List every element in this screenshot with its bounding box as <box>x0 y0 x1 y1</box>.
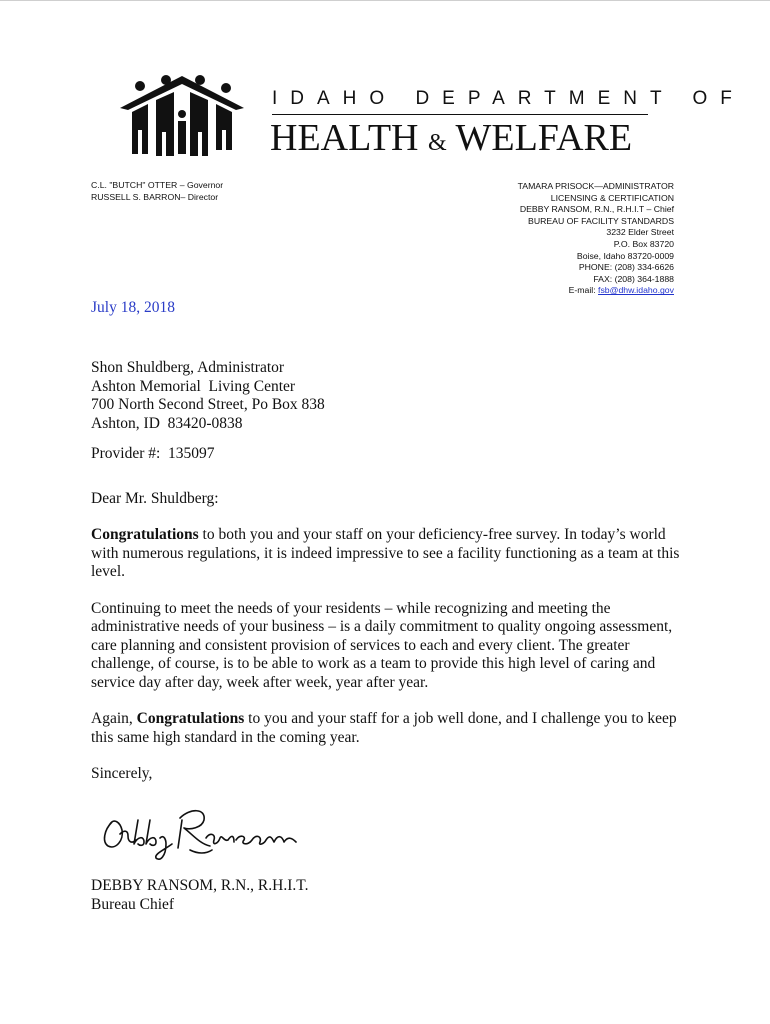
handwritten-signature <box>94 800 304 866</box>
bureau-line: BUREAU OF FACILITY STANDARDS <box>528 215 674 226</box>
page-top-border <box>0 0 770 1</box>
division-line: LICENSING & CERTIFICATION <box>550 192 674 203</box>
fax-line: FAX: (208) 364-1888 <box>593 273 674 284</box>
letterhead-rule <box>272 114 648 115</box>
paragraph-3-lead: Again, <box>91 710 137 727</box>
signer-title: Bureau Chief <box>91 895 175 913</box>
recipient-line: Ashton Memorial Living Center <box>91 377 296 395</box>
city-line: Boise, Idaho 83720-0009 <box>576 250 674 261</box>
agency-name-ampersand: & <box>427 130 447 156</box>
agency-name-part1: HEALTH <box>270 117 419 159</box>
street-line: 3232 Elder Street <box>606 227 674 238</box>
recipient-address <box>91 359 681 433</box>
recipient-line: 700 North Second Street, Po Box 838 <box>91 396 325 413</box>
chief-line: DEBBY RANSOM, R.N., R.H.I.T – Chief <box>519 204 674 215</box>
signature-block <box>91 877 308 914</box>
recipient-line: Shon Shuldberg, Administrator <box>91 359 285 376</box>
provider-number: Provider #: 135097 <box>91 445 215 462</box>
governor-line: C.L. "BUTCH" OTTER – Governor <box>91 180 224 190</box>
paragraph-1 <box>91 526 681 582</box>
congratulations-bold: Congratulations <box>136 710 245 727</box>
email-line <box>518 285 674 297</box>
officials-block <box>91 180 223 203</box>
phone-line: PHONE: (208) 334-6626 <box>578 262 674 273</box>
salutation: Dear Mr. Shuldberg: <box>91 489 219 507</box>
closing: Sincerely, <box>91 765 153 782</box>
email-label: E-mail: <box>568 285 596 296</box>
paragraph-1-text: to both you and your staff on your deficiency-free survey. In today’s world with numerous regulations, it is indeed impressive to see a facility functioning as a team at this level. <box>91 526 680 580</box>
administrator-line: TAMARA PRISOCK—ADMINISTRATOR <box>517 181 674 191</box>
paragraph-2: Continuing to meet the needs of your residents – while recognizing and meeting the administrative needs of your business – is a daily commitment to quality ongoing assessment, care planning and consistent provision of services to each and every client. The greater challenge, of course, is to be able to work as a team to provide this high level of caring and service day after day, week after week, year after year. <box>91 599 673 691</box>
congratulations-bold: Congratulations <box>91 526 199 543</box>
paragraph-3-text: to you and your staff for a job well done, and I challenge you to keep this same high standard in the coming year. <box>91 710 677 746</box>
paragraph-3 <box>91 710 681 747</box>
letter-body <box>91 359 681 784</box>
email-link[interactable]: fsb@dhw.idaho.gov <box>598 285 674 296</box>
bureau-contact-block <box>518 181 674 297</box>
director-line: RUSSELL S. BARRON– Director <box>91 191 219 202</box>
agency-name <box>270 118 660 163</box>
agency-name-part2: WELFARE <box>455 117 633 159</box>
family-house-logo-icon <box>118 74 246 158</box>
letter-date: July 18, 2018 <box>91 299 175 316</box>
signer-name: DEBBY RANSOM, R.N., R.H.I.T. <box>91 877 309 894</box>
po-box-line: P.O. Box 83720 <box>613 238 674 249</box>
department-name: IDAHO DEPARTMENT OF <box>272 88 745 109</box>
recipient-line: Ashton, ID 83420-0838 <box>91 414 243 432</box>
